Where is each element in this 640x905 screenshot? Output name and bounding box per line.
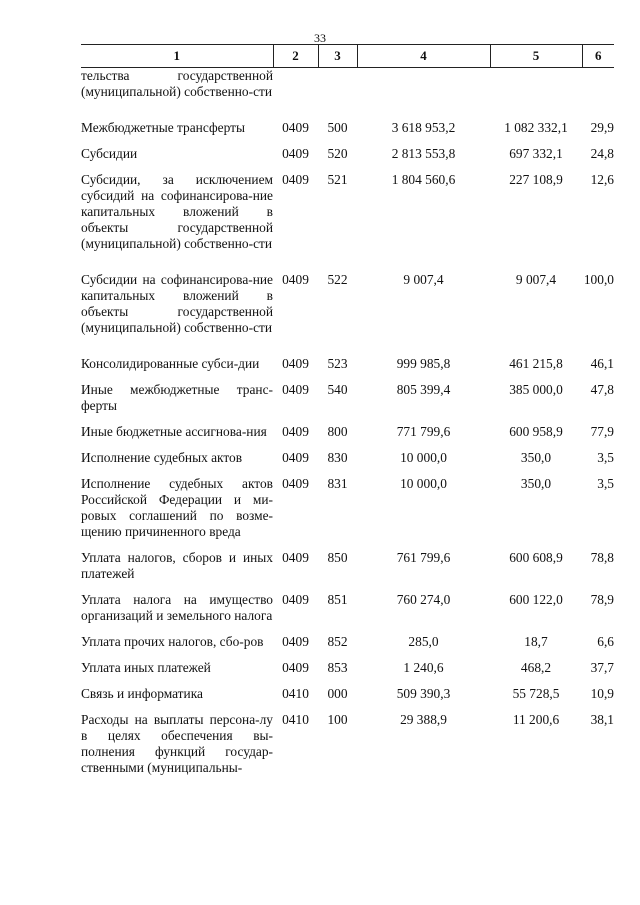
row-name-cell: Иные бюджетные ассигнова-ния [81, 424, 267, 439]
section-code-cell: 0409 [282, 272, 309, 287]
percent-cell: 12,6 [590, 172, 614, 187]
executed-amount-cell: 55 728,5 [512, 686, 560, 701]
table-row [81, 342, 614, 378]
table-row [81, 472, 614, 546]
column-header-4: 4 [357, 45, 490, 68]
section-code-cell: 0409 [282, 660, 309, 675]
row-name-cell: Связь и информатика [81, 686, 203, 701]
section-code-cell: 0409 [282, 382, 309, 397]
row-name-cell: Межбюджетные трансферты [81, 120, 245, 135]
executed-amount-cell: 600 608,9 [509, 550, 563, 565]
planned-amount-cell: 761 799,6 [396, 550, 451, 565]
percent-cell: 24,8 [590, 146, 614, 161]
expense-code-cell: 831 [327, 476, 348, 491]
expense-code-cell: 520 [327, 146, 348, 161]
section-code-cell: 0409 [282, 450, 309, 465]
column-header-3: 3 [318, 45, 357, 68]
budget-table [81, 44, 614, 782]
row-name-cell: Иные межбюджетные транс-ферты [81, 382, 273, 413]
expense-code-cell: 800 [327, 424, 348, 439]
section-code-cell: 0410 [282, 686, 309, 701]
percent-cell: 47,8 [590, 382, 614, 397]
percent-cell: 78,9 [590, 592, 614, 607]
executed-amount-cell: 18,7 [524, 634, 548, 649]
table-row [81, 420, 614, 446]
table-row [81, 656, 614, 682]
section-code-cell: 0409 [282, 476, 309, 491]
column-header-2: 2 [273, 45, 318, 68]
row-name-cell: Уплата иных платежей [81, 660, 211, 675]
table-row [81, 446, 614, 472]
table-header-row [81, 45, 614, 68]
percent-cell: 3,5 [597, 450, 614, 465]
row-name-cell: Субсидии на софинансирова-ние капитальных вложений в объекты государственной (муниципальной) собственно-сти [81, 272, 273, 335]
executed-amount-cell: 1 082 332,1 [504, 120, 568, 135]
table-row [81, 106, 614, 142]
planned-amount-cell: 509 390,3 [396, 686, 451, 701]
executed-amount-cell: 385 000,0 [509, 382, 563, 397]
expense-code-cell: 852 [327, 634, 348, 649]
row-name-cell: тельства государственной (муниципальной) собственно-сти [81, 68, 273, 99]
table-row [81, 546, 614, 588]
planned-amount-cell: 805 399,4 [396, 382, 451, 397]
executed-amount-cell: 600 958,9 [509, 424, 563, 439]
column-header-5: 5 [490, 45, 582, 68]
section-code-cell: 0409 [282, 550, 309, 565]
row-name-cell: Расходы на выплаты персона-лу в целях обеспечения вы-полнения функций государ-ственными (муниципальны- [81, 712, 273, 775]
percent-cell: 78,8 [590, 550, 614, 565]
percent-cell: 46,1 [590, 356, 614, 371]
planned-amount-cell: 3 618 953,2 [391, 120, 456, 135]
table-row [81, 68, 614, 107]
percent-cell: 6,6 [597, 634, 614, 649]
executed-amount-cell: 9 007,4 [515, 272, 557, 287]
row-name-cell: Уплата налогов, сборов и иных платежей [81, 550, 273, 581]
planned-amount-cell: 2 813 553,8 [391, 146, 456, 161]
column-header-6: 6 [582, 45, 614, 68]
expense-code-cell: 000 [327, 686, 348, 701]
expense-code-cell: 521 [327, 172, 348, 187]
section-code-cell: 0409 [282, 592, 309, 607]
executed-amount-cell: 350,0 [520, 476, 552, 491]
planned-amount-cell: 10 000,0 [400, 450, 447, 465]
planned-amount-cell: 29 388,9 [400, 712, 447, 727]
planned-amount-cell: 9 007,4 [403, 272, 444, 287]
expense-code-cell: 500 [327, 120, 348, 135]
table-row [81, 378, 614, 420]
expense-code-cell: 523 [327, 356, 348, 371]
expense-code-cell: 100 [327, 712, 348, 727]
table-row [81, 588, 614, 630]
expense-code-cell: 851 [327, 592, 348, 607]
row-name-cell: Субсидии, за исключением субсидий на софинансирова-ние капитальных вложений в объекты государственной (муниципальной) собственно-сти [81, 172, 273, 251]
percent-cell: 38,1 [590, 712, 614, 727]
planned-amount-cell: 1 240,6 [403, 660, 444, 675]
percent-cell: 100,0 [583, 272, 614, 287]
planned-amount-cell: 1 804 560,6 [391, 172, 456, 187]
table-row [81, 682, 614, 708]
row-name-cell: Субсидии [81, 146, 138, 161]
expense-code-cell: 830 [327, 450, 348, 465]
row-name-cell: Консолидированные субси-дии [81, 356, 260, 371]
section-code-cell [273, 68, 318, 107]
planned-amount-cell: 285,0 [408, 634, 439, 649]
table-row [81, 708, 614, 782]
executed-amount-cell: 227 108,9 [509, 172, 563, 187]
percent-cell [582, 68, 614, 107]
expense-code-cell: 850 [327, 550, 348, 565]
expense-code-cell [318, 68, 357, 107]
planned-amount-cell: 771 799,6 [396, 424, 451, 439]
row-name-cell: Уплата прочих налогов, сбо-ров [81, 634, 264, 649]
section-code-cell: 0409 [282, 356, 309, 371]
planned-amount-cell: 10 000,0 [400, 476, 447, 491]
section-code-cell: 0409 [282, 424, 309, 439]
executed-amount-cell: 350,0 [520, 450, 552, 465]
executed-amount-cell: 468,2 [520, 660, 552, 675]
table-row [81, 630, 614, 656]
percent-cell: 10,9 [590, 686, 614, 701]
column-header-1: 1 [81, 45, 273, 68]
section-code-cell: 0409 [282, 120, 309, 135]
planned-amount-cell: 999 985,8 [396, 356, 451, 371]
percent-cell: 29,9 [590, 120, 614, 135]
section-code-cell: 0409 [282, 172, 309, 187]
section-code-cell: 0409 [282, 146, 309, 161]
row-name-cell: Исполнение судебных актов Российской Федерации и ми-ровых соглашений по возме-щению причиненного вреда [81, 476, 273, 539]
percent-cell: 3,5 [597, 476, 614, 491]
planned-amount-cell: 760 274,0 [396, 592, 451, 607]
row-name-cell: Исполнение судебных актов [81, 450, 243, 465]
planned-amount-cell [357, 68, 490, 107]
table-row [81, 168, 614, 258]
executed-amount-cell: 11 200,6 [512, 712, 560, 727]
section-code-cell: 0410 [282, 712, 309, 727]
percent-cell: 37,7 [590, 660, 614, 675]
table-row [81, 142, 614, 168]
table-row [81, 258, 614, 342]
percent-cell: 77,9 [590, 424, 614, 439]
section-code-cell: 0409 [282, 634, 309, 649]
expense-code-cell: 853 [327, 660, 348, 675]
expense-code-cell: 540 [327, 382, 348, 397]
executed-amount-cell [490, 68, 582, 107]
page-number: 33 [314, 31, 326, 45]
executed-amount-cell: 461 215,8 [509, 356, 563, 371]
executed-amount-cell: 697 332,1 [509, 146, 563, 161]
row-name-cell: Уплата налога на имущество организаций и земельного налога [81, 592, 273, 623]
executed-amount-cell: 600 122,0 [509, 592, 563, 607]
expense-code-cell: 522 [327, 272, 348, 287]
